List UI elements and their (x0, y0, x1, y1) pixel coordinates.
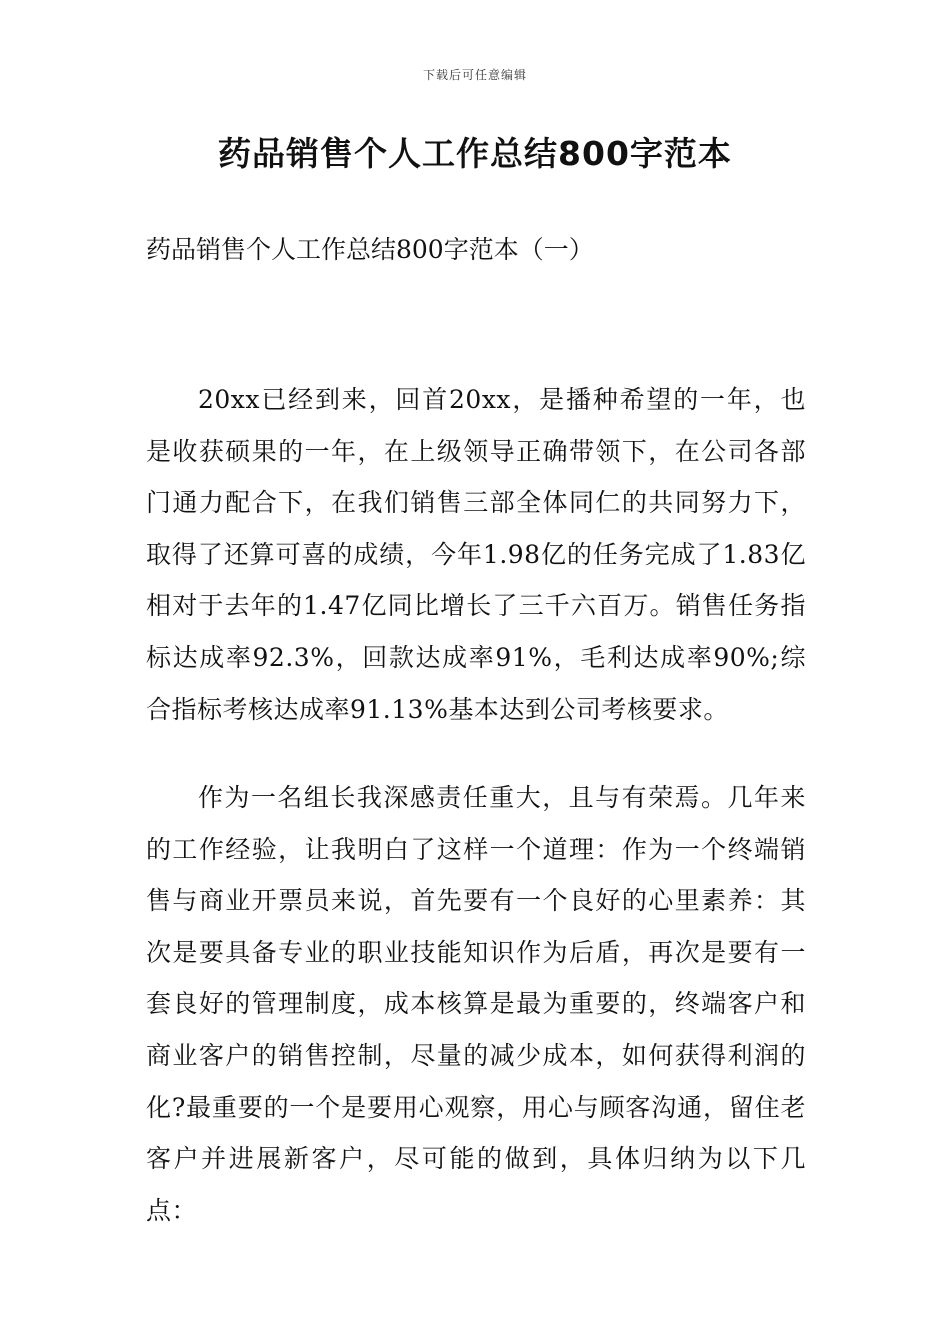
header-note: 下载后可任意编辑 (422, 68, 527, 82)
section-subtitle: 药品销售个人工作总结800字范本（一） (146, 235, 594, 264)
body-paragraph-2: 作为一名组长我深感责任重大，且与有荣焉。几年来的工作经验，让我明白了这样一个道理：作为一个终端销售与商业开票员来说，首先要有一个良好的心里素养：其次是要具备专业的职业技能知识作为后盾，再次是要有一套良好的管理制度，成本核算是最为重要的，终端客户和商业客户的销售控制，尽量的减少成本，如何获得利润的化?最重要的一个是要用心观察，用心与顾客沟通，留住老客户并进展新客户，尽可能的做到，具体归纳为以下几点： (146, 783, 806, 1225)
document-title: 药品销售个人工作总结800字范本 (218, 134, 732, 173)
body-paragraph-1: 20xx已经到来，回首20xx，是播种希望的一年，也是收获硕果的一年，在上级领导正确带领下，在公司各部门通力配合下，在我们销售三部全体同仁的共同努力下，取得了还算可喜的成绩，今年1.98亿的任务完成了1.83亿相对于去年的1.47亿同比增长了三千六百万。销售任务指标达成率92.3%，回款达成率91%，毛利达成率90%;综合指标考核达成率91.13%基本达到公司考核要求。 (146, 385, 806, 724)
